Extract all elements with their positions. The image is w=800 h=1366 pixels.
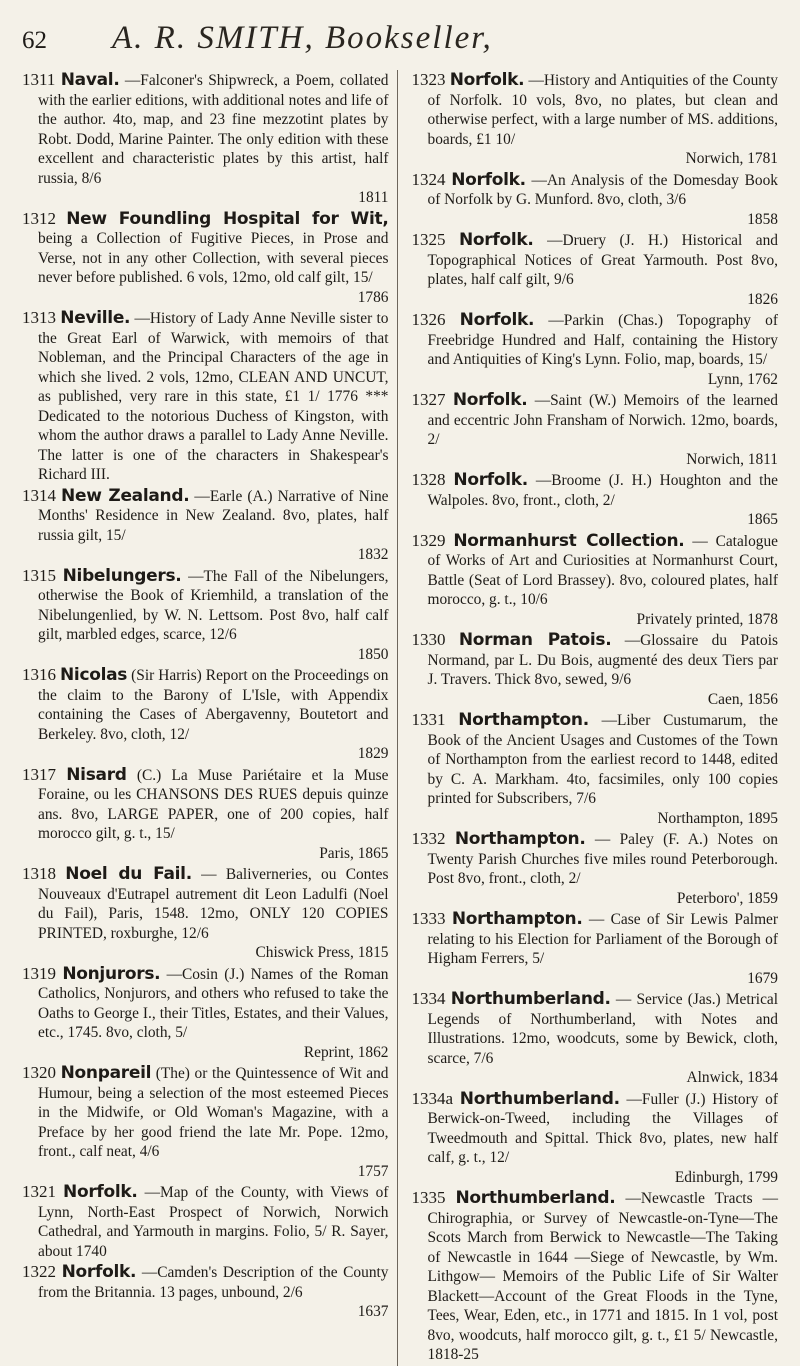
- entry-heading: New Foundling Hospital for Wit,: [66, 208, 389, 229]
- entry-heading: Naval.: [60, 70, 120, 90]
- lot-number: 1312: [22, 208, 56, 228]
- entry-imprint: Edinburgh, 1799: [674, 1168, 778, 1186]
- entry-imprint: Peterboro', 1859: [676, 889, 778, 907]
- entry-heading: Normanhurst Collection.: [453, 530, 685, 551]
- catalogue-entry: [22, 209, 389, 308]
- entry-imprint: Caen, 1856: [707, 690, 778, 708]
- lot-number: 1330: [411, 630, 446, 649]
- catalogue-entry: [22, 864, 389, 963]
- entry-heading: Northampton.: [458, 710, 589, 730]
- entry-heading: Norfolk.: [449, 70, 525, 90]
- entry-heading: Neville.: [60, 308, 131, 328]
- entry-description: —Druery (J. H.) Historical and Topographical Notices of Great Yarmouth. Post 8vo, plates, half calf gilt, 9/6: [427, 232, 778, 288]
- entry-imprint: 1811: [358, 189, 389, 206]
- catalogue-entry: [412, 1188, 779, 1365]
- entry-heading: Nonjurors.: [62, 963, 161, 984]
- catalogue-entry: [22, 765, 389, 864]
- catalogue-entry: [412, 230, 779, 309]
- entry-imprint: Chiswick Press, 1815: [255, 944, 389, 961]
- entry-description: (C.) La Muse Pariétaire et la Muse Foraine, ou les CHANSONS DES RUES depuis quinze ans. 8vo, LARGE PAPER, one of 200 copies, half morocco gilt, g. t., 15/: [38, 766, 389, 842]
- lot-number: 1323: [411, 70, 446, 89]
- entry-heading: Norfolk.: [459, 310, 535, 330]
- entry-imprint: Lynn, 1762: [707, 370, 778, 388]
- catalogue-entry: [22, 1262, 389, 1322]
- entry-heading: Northumberland.: [450, 989, 611, 1009]
- running-head: A. R. SMITH, Bookseller,: [112, 20, 493, 56]
- catalogue-entry: [412, 829, 779, 908]
- catalogue-entry: [22, 486, 389, 565]
- catalogue-entry: [412, 310, 779, 389]
- entry-heading: Nonpareil: [60, 1063, 152, 1083]
- entry-imprint: Paris, 1865: [319, 844, 389, 862]
- entry-description: —History of Lady Anne Neville sister to the Great Earl of Warwick, with memoirs of that Nobleman, and the Principal Characters of the age in which she lived. 2 vols, 12mo, CLEAN AND UNCUT, as published, very rare in this state, £1 1/ 1776 *** Dedicated to the notorious Duchess of Kingston, with whom the author draws a parallel to Lady Anne Neville. The latter is one of the characters in Shakespear's Richard III.: [38, 310, 389, 483]
- catalogue-entry: [412, 531, 779, 630]
- lot-number: 1325: [411, 230, 446, 249]
- lot-number: 1311: [22, 70, 56, 89]
- catalogue-entry: [22, 308, 389, 485]
- entry-heading: Norfolk.: [452, 390, 528, 410]
- entry-heading: Northampton.: [454, 829, 586, 849]
- entry-description: —Saint (W.) Memoirs of the learned and eccentric John Fransham of Norwich. 12mo, boards, 2/: [427, 392, 778, 448]
- entry-imprint: 1826: [747, 290, 778, 308]
- right-column: [412, 70, 779, 1366]
- entry-description: —An Analysis of the Domesday Book of Norfolk by G. Munford. 8vo, cloth, 3/6: [427, 171, 778, 208]
- entry-heading: Northampton.: [451, 909, 583, 929]
- catalogue-entry: [22, 1182, 389, 1261]
- entry-imprint: 1637: [357, 1303, 389, 1320]
- entry-description: —Falconer's Shipwreck, a Poem, collated with the earlier editions, with additional notes and life of the author. 4to, map, and 23 fine mezzotint plates by Robt. Dodd, Marine Painter. The only edition with these excellent and characteristic plates by this artist, half russia, 8/6: [38, 72, 389, 187]
- catalogue-entry: [412, 1089, 779, 1188]
- entry-heading: Nibelungers.: [62, 565, 182, 586]
- entry-imprint: Reprint, 1862: [303, 1043, 389, 1061]
- page-number: 62: [22, 27, 47, 54]
- entry-description: — Paley (F. A.) Notes on Twenty Parish Churches five miles round Peterborough. Post 8vo, front., cloth, 2/: [427, 831, 779, 887]
- catalogue-entry: [412, 390, 779, 469]
- entry-description: — Service (Jas.) Metrical Legends of Northumberland, with Notes and Illustrations. 12mo, woodcuts, some by Bewick, cloth, scarce, 7/6: [427, 991, 779, 1067]
- lot-number: 1332: [411, 829, 446, 848]
- entry-heading: Norfolk.: [459, 230, 534, 250]
- entry-description: (Sir Harris) Report on the Proceedings on the claim to the Barony of L'Isle, with Appendix containing the Cases of Abergavenny, Boutetort and Berkeley. 8vo, cloth, 12/: [38, 667, 389, 743]
- entry-imprint: 1829: [357, 745, 389, 762]
- lot-number: 1317: [22, 764, 56, 784]
- catalogue-entry: [412, 909, 779, 988]
- entry-imprint: Alnwick, 1834: [686, 1069, 778, 1086]
- entry-description: —Map of the County, with Views of Lynn, North-East Prospect of Norwich, Norwich Cathedral, and Yarmouth in margins. Folio, 5/ R. Sayer, about 1740: [38, 1184, 389, 1260]
- lot-number: 1321: [22, 1182, 56, 1201]
- entry-heading: New Zealand.: [61, 485, 190, 506]
- catalogue-entry: [22, 1063, 389, 1181]
- entry-imprint: 1850: [357, 645, 389, 663]
- page-header: [22, 20, 778, 64]
- entry-heading: Norfolk.: [63, 1182, 138, 1202]
- lot-number: 1334a: [411, 1088, 454, 1108]
- entry-description: —History and Antiquities of the County of Norfolk. 10 vols, 8vo, no plates, but clean and otherwise perfect, with a large number of MS. additions, boards, £1 10/: [427, 72, 778, 148]
- catalogue-entry: [412, 630, 779, 709]
- catalogue-entry: [412, 70, 779, 169]
- entry-description: — Catalogue of Works of Art and Curiosities at Normanhurst Court, Battle (Seat of Lord Brassey). 8vo, coloured plates, half morocco, g. t., 10/6: [427, 532, 778, 608]
- entry-description: (The) or the Quintessence of Wit and Humour, being a selection of the most esteemed Pieces in the Midwife, or Old Woman's Magazine, with a Preface by her good friend the late Mr. Pope. 12mo, front., calf neat, 4/6: [38, 1065, 389, 1160]
- entry-description: — Case of Sir Lewis Palmer relating to his Election for Parliament of the Borough of Higham Ferrers, 5/: [427, 911, 778, 967]
- lot-number: 1326: [411, 310, 446, 329]
- catalogue-entry: [22, 566, 389, 665]
- entry-imprint: 1679: [747, 969, 778, 987]
- entry-heading: Norfolk.: [61, 1262, 137, 1282]
- lot-number: 1318: [22, 864, 56, 883]
- lot-number: 1331: [411, 710, 446, 729]
- entry-description: —The Fall of the Nibelungers, otherwise the Book of Kriemhild, a translation of the Nibelungenlied, by W. N. Lettsom. Post 8vo, half calf gilt, marbled edges, scarce, 12/6: [38, 567, 389, 643]
- lot-number: 1314: [22, 485, 56, 505]
- lot-number: 1313: [22, 308, 56, 327]
- lot-number: 1333: [411, 909, 446, 928]
- entry-description: —Glossaire du Patois Normand, par L. Du Bois, augmenté des deux Tiers par J. Travers. Thick 8vo, sewed, 9/6: [427, 632, 779, 688]
- lot-number: 1322: [22, 1262, 56, 1281]
- entry-description: —Newcastle Tracts —Chirographia, or Survey of Newcastle-on-Tyne—The Scots March from Berwick to Newcastle—The Taking of Newcastle in 1644 —Siege of Newcastle, by Wm. Lithgow— Memoirs of the Public Life of Sir Walter Blackett—Account of the Great Floods in the Tyne, Tees, Wear, Eden, etc., in 1771 and 1815. In 1 vol, post 8vo, woodcuts, half morocco gilt, g. t., £1 5/ Newcastle, 1818-25: [427, 1190, 778, 1363]
- entry-description: —Earle (A.) Narrative of Nine Months' Residence in New Zealand. 8vo, plates, half russia gilt, 15/: [38, 487, 389, 544]
- entry-imprint: Privately printed, 1878: [636, 610, 778, 628]
- entry-imprint: 1786: [357, 288, 389, 306]
- left-column: [22, 70, 398, 1366]
- entry-description: being a Collection of Fugitive Pieces, in Prose and Verse, not in any other Collection, with several pieces never before published. 6 vols, 12mo, old calf gilt, 15/: [38, 230, 389, 286]
- entry-description: —Parkin (Chas.) Topography of Freebridge Hundred and Half, containing the History and Antiquities of King's Lynn. Folio, map, boards, 15/: [427, 312, 778, 368]
- catalogue-entry: [22, 70, 389, 208]
- lot-number: 1328: [411, 470, 446, 489]
- entry-heading: Northumberland.: [459, 1088, 620, 1109]
- entry-heading: Nisard: [66, 764, 127, 785]
- entry-description: —Fuller (J.) History of Berwick-on-Tweed, including the Villages of Tweedmouth and Spittal. Thick 8vo, plates, new half calf, g. t., 12/: [427, 1090, 778, 1166]
- catalogue-columns: [22, 70, 778, 1366]
- lot-number: 1329: [411, 530, 446, 550]
- lot-number: 1324: [411, 169, 446, 189]
- lot-number: 1315: [22, 565, 56, 585]
- lot-number: 1316: [22, 665, 56, 684]
- entry-imprint: 1858: [747, 210, 778, 228]
- catalogue-entry: [412, 710, 779, 828]
- lot-number: 1320: [22, 1063, 56, 1082]
- entry-heading: Northumberland.: [455, 1188, 616, 1208]
- entry-imprint: Norwich, 1811: [686, 450, 778, 468]
- entry-heading: Norfolk.: [451, 169, 526, 190]
- entry-imprint: Northampton, 1895: [657, 809, 778, 827]
- catalogue-entry: [412, 470, 779, 530]
- entry-imprint: Norwich, 1781: [685, 150, 778, 167]
- entry-heading: Nicolas: [60, 665, 128, 685]
- lot-number: 1319: [22, 963, 56, 983]
- entry-description: —Camden's Description of the County from the Britannia. 13 pages, unbound, 2/6: [38, 1264, 389, 1301]
- lot-number: 1334: [411, 989, 446, 1008]
- entry-description: —Broome (J. H.) Houghton and the Walpoles. 8vo, front., cloth, 2/: [427, 472, 778, 509]
- entry-heading: Norman Patois.: [458, 630, 612, 650]
- catalogue-entry: [412, 989, 779, 1088]
- lot-number: 1335: [411, 1188, 446, 1207]
- entry-imprint: 1757: [357, 1162, 389, 1180]
- entry-heading: Noel du Fail.: [65, 864, 192, 884]
- lot-number: 1327: [411, 390, 446, 409]
- entry-description: —Cosin (J.) Names of the Roman Catholics, Nonjurors, and others who refused to take the Oaths to George I., their Titles, Estates, and their Values, etc., 1745. 8vo, cloth, 5/: [38, 965, 389, 1041]
- entry-imprint: 1832: [357, 546, 389, 563]
- entry-heading: Norfolk.: [453, 470, 528, 490]
- catalogue-entry: [22, 964, 389, 1063]
- entry-description: — Baliverneries, ou Contes Nouveaux d'Eutrapel autrement dit Leon Ladulfi (Noel du Fail), Paris, 1548. 12mo, ONLY 120 COPIES PRINTED, roxburghe, 12/6: [38, 866, 389, 942]
- catalogue-entry: [412, 170, 779, 230]
- entry-description: —Liber Custumarum, the Book of the Ancient Usages and Customes of the Town of Northampton from the earliest record to 1448, edited by C. A. Markham. 4to, facsimiles, only 100 copies printed for Subscribers, 7/6: [427, 712, 778, 807]
- catalogue-entry: [22, 665, 389, 764]
- entry-imprint: 1865: [747, 511, 778, 528]
